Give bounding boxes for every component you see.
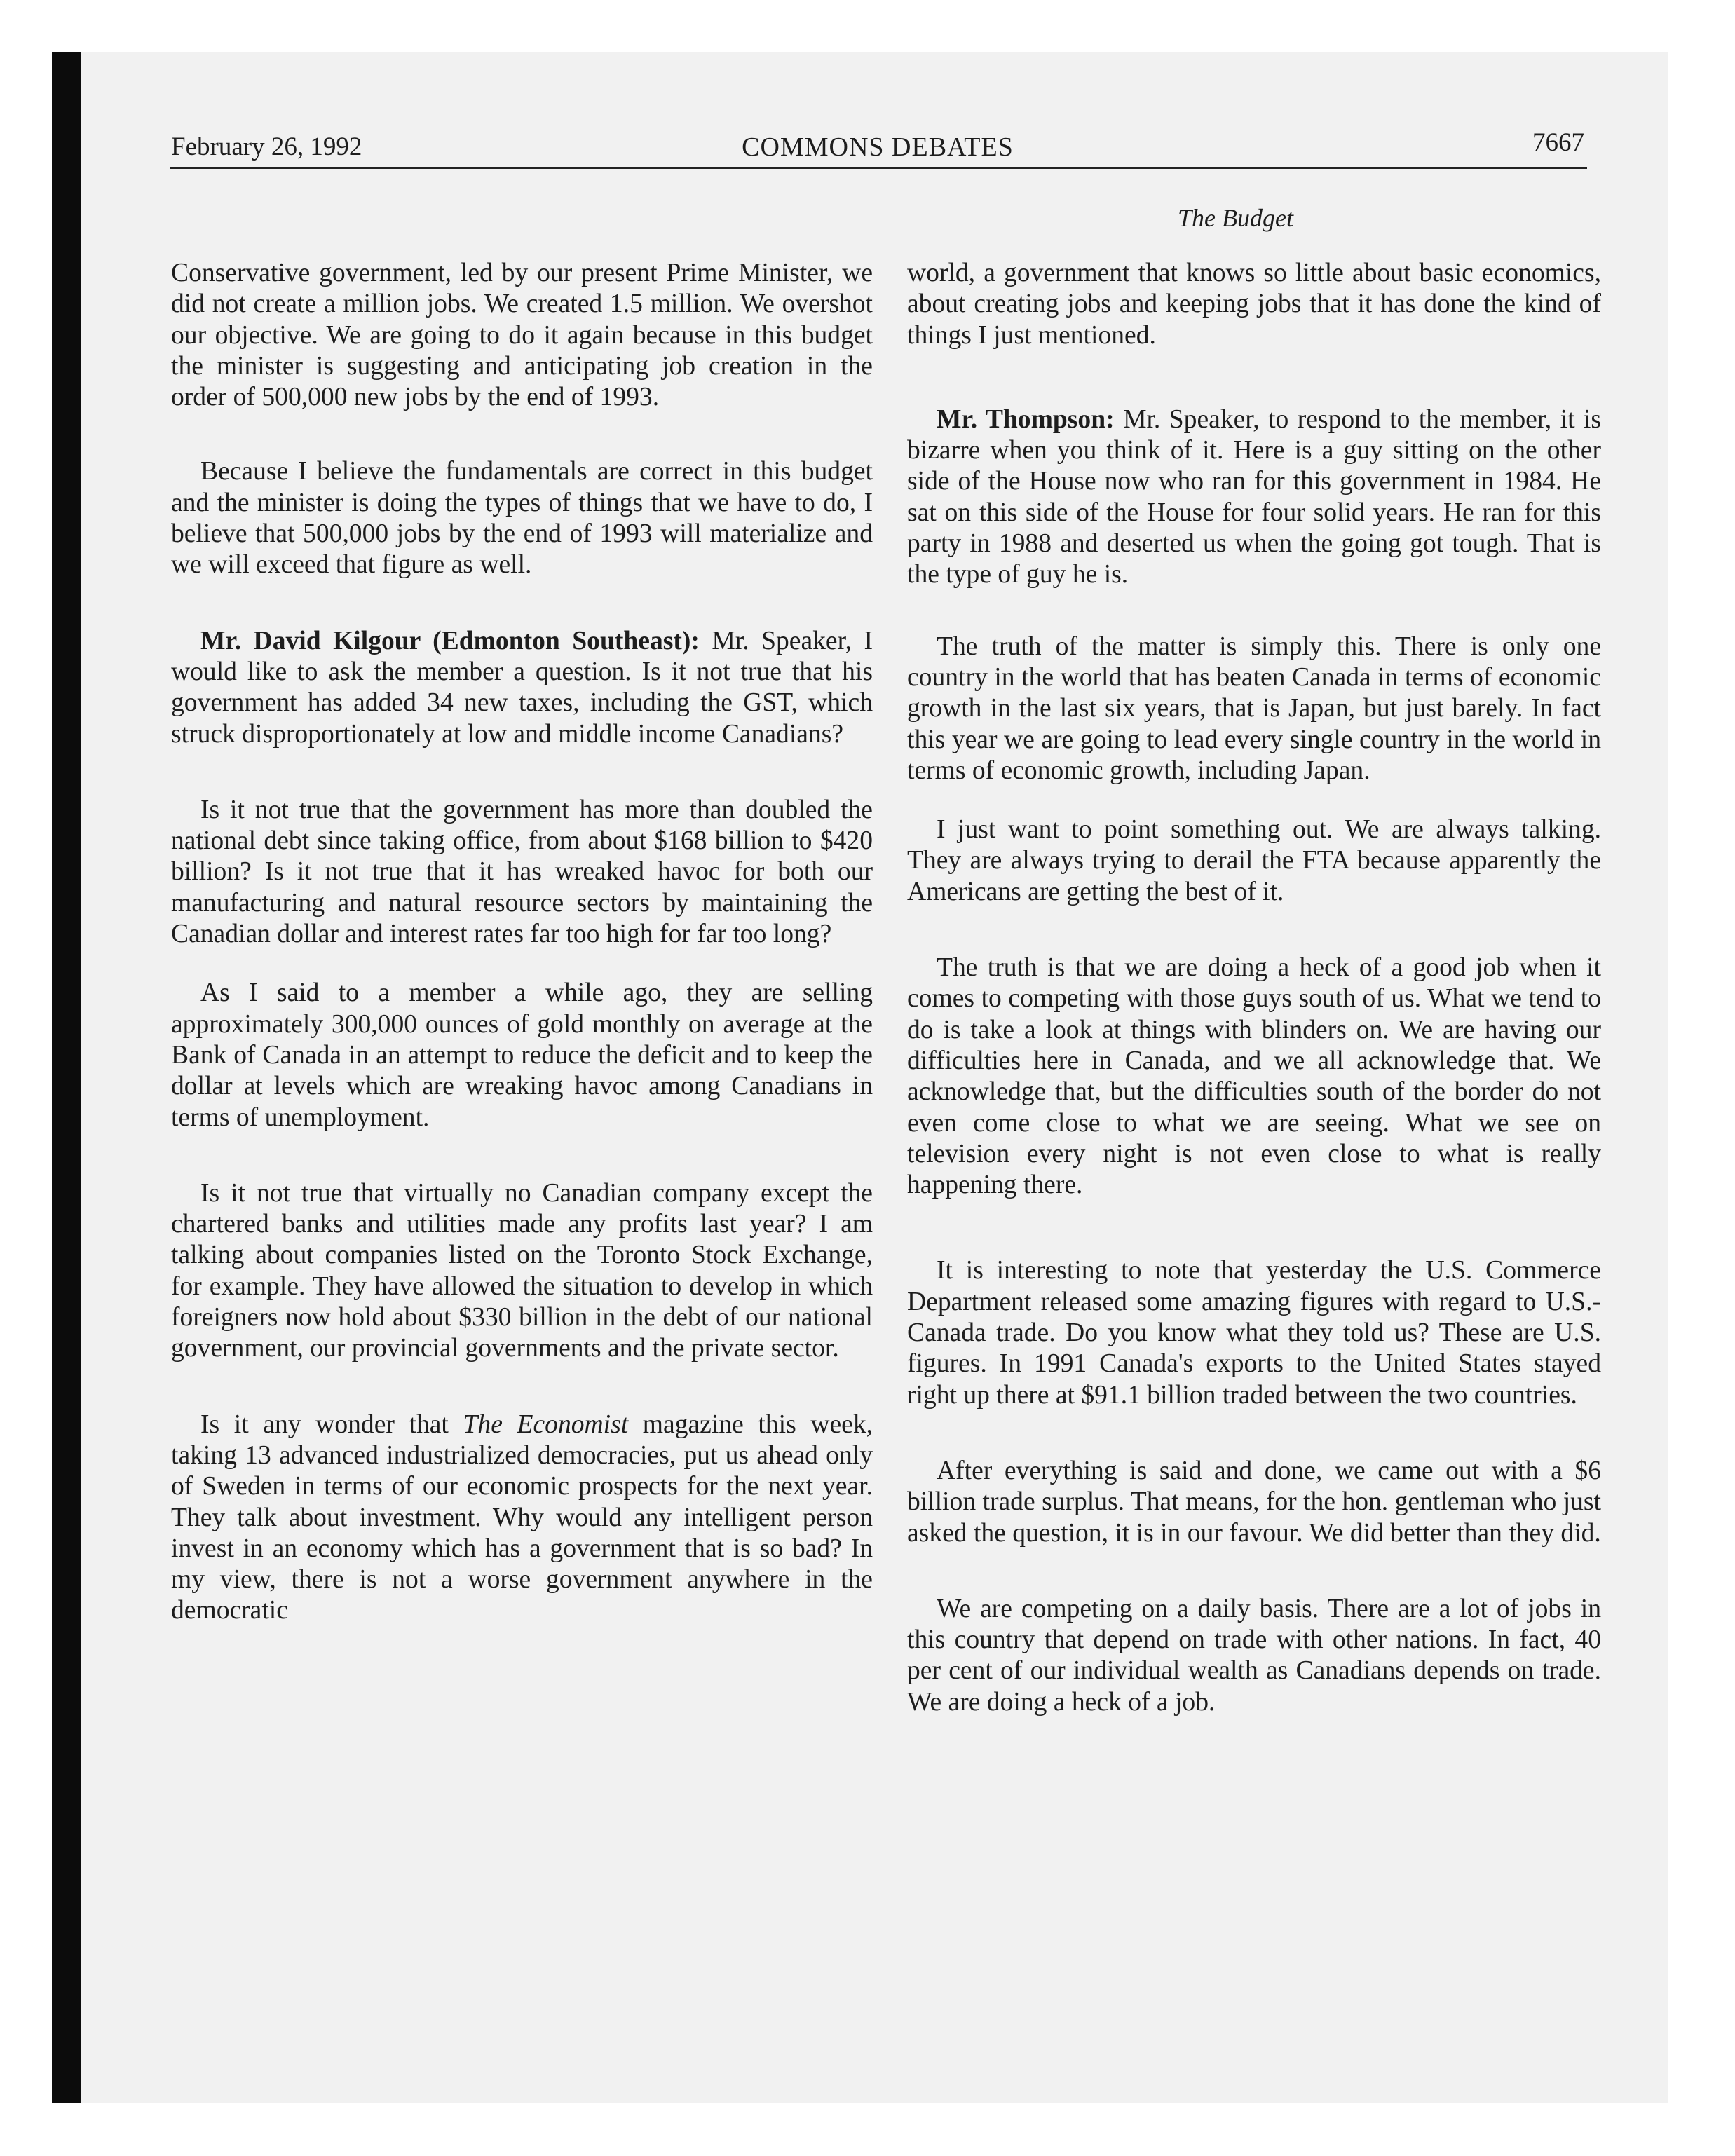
paragraph: We are competing on a daily basis. There are a lot of jobs in this country that depend on trade with other nations. In fact, 40 per cent of our individual wealth as Canadians depends on trade. We are doing a heck of a job. [907, 1594, 1601, 1717]
paragraph-gap [907, 1549, 1601, 1594]
paragraph [907, 404, 1601, 591]
paragraph: I just want to point something out. We are always talking. They are always trying to derail the FTA because apparently the Americans are getting the best of it. [907, 815, 1601, 906]
scan-edge-shadow [52, 52, 81, 2103]
speech-text: Mr. Speaker, to respond to the member, it is bizarre when you think of it. Here is a guy sitting on the other side of the House now who ran for this government in 1984. He sat on this side of the House for four solid years. He ran for this party in 1988 and deserted us when the going got tough. That is the type of guy he is. [907, 404, 1602, 589]
paragraph: It is interesting to note that yesterday the U.S. Commerce Department released some amazing figures with regard to U.S.-Canada trade. Do you know what they told us? These are U.S. figures. In 1991 Canada's exports to the United States stayed right up there at $91.1 billion traded between the two countries. [907, 1256, 1601, 1410]
paragraph: world, a government that knows so little about basic economics, about creating jobs and keeping jobs that it has done the kind of things I just mentioned. [907, 259, 1601, 350]
paragraph: Conservative government, led by our present Prime Minister, we did not create a million jobs. We created 1.5 million. We overshot our objective. We are going to do it again because in this budget the minister is suggesting and anticipating job creation in the order of 500,000 new jobs by the end of 1993. [171, 259, 873, 412]
paragraph-gap [171, 1365, 873, 1410]
page-number: 7667 [1532, 128, 1584, 157]
left-column [171, 258, 873, 1627]
paragraph [171, 1410, 873, 1627]
speaker-name: Mr. Thompson: [937, 404, 1115, 434]
paragraph-gap [907, 786, 1601, 814]
speaker-name: Mr. David Kilgour (Edmonton Southeast): [200, 626, 700, 655]
header-date: February 26, 1992 [171, 132, 362, 161]
paragraph: Because I believe the fundamentals are correct in this budget and the minister is doing the types of things that we have to do, I believe that 500,000 jobs by the end of 1993 will materialize and we will exceed that figure as well. [171, 457, 873, 580]
header-rule [170, 167, 1587, 169]
page-header [171, 126, 1584, 167]
header-title: COMMONS DEBATES [742, 132, 1014, 162]
paragraph-gap [907, 351, 1601, 404]
publication-title: The Economist [463, 1410, 629, 1439]
speech-text: magazine this week, taking 13 advanced industrialized democracies, put us ahead only of Sweden in terms of our economic prospects for the next year. They talk about investment. Why would any intelligent person invest in an economy which has a government that is so bad? In my view, there is not a worse government anywhere in the democratic [171, 1410, 873, 1625]
paragraph: Is it not true that the government has more than doubled the national debt since taking office, from about $168 billion to $420 billion? Is it not true that it has wreaked havoc for both our manufacturing and natural resource sectors by maintaining the Canadian dollar and interest rates far too high for far too long? [171, 795, 873, 949]
paragraph: The truth of the matter is simply this. There is only one country in the world that has beaten Canada in terms of economic growth in the last six years, that is Japan, but just barely. In fact this year we are going to lead every single country in the world in terms of economic growth, including Japan. [907, 632, 1601, 785]
paragraph-gap [171, 581, 873, 626]
paragraph: Is it not true that virtually no Canadian company except the chartered banks and utilities made any profits last year? I am talking about companies listed on the Toronto Stock Exchange, for example. They have allowed the situation to develop in which foreigners now hold about $330 billion in the debt of our national government, our provincial governments and the private sector. [171, 1178, 873, 1363]
paragraph-gap [907, 591, 1601, 632]
paragraph-gap [171, 950, 873, 978]
section-title: The Budget [1178, 204, 1293, 232]
right-column [907, 258, 1601, 1718]
paragraph: After everything is said and done, we came out with a $6 billion trade surplus. That means, for the hon. gentleman who just asked the question, it is in our favour. We did better than they did. [907, 1456, 1601, 1548]
paragraph-gap [907, 1411, 1601, 1456]
paragraph-gap [171, 750, 873, 795]
paragraph-gap [907, 908, 1601, 953]
paragraph-gap [907, 1201, 1601, 1255]
paragraph-gap [171, 413, 873, 456]
paragraph [171, 626, 873, 750]
paragraph: The truth is that we are doing a heck of a good job when it comes to competing with those guys south of us. What we tend to do is take a look at things with blinders on. We are having our difficulties here in Canada, and we all acknowledge that. We acknowledge that, but the difficulties south of the border do not even come close to what we are seeing. What we see on television every night is not even close to what is really happening there. [907, 953, 1601, 1200]
speech-text: Is it any wonder that [200, 1410, 463, 1439]
paragraph-gap [171, 1133, 873, 1178]
paragraph: As I said to a member a while ago, they are selling approximately 300,000 ounces of gold monthly on average at the Bank of Canada in an attempt to reduce the deficit and to keep the dollar at levels which are wreaking havoc among Canadians in terms of unemployment. [171, 978, 873, 1132]
speech-text: Mr. Speaker, I would like to ask the member a question. Is it not true that his government has added 34 new taxes, including the GST, which struck disproportionately at low and middle income Canadians? [171, 626, 873, 749]
